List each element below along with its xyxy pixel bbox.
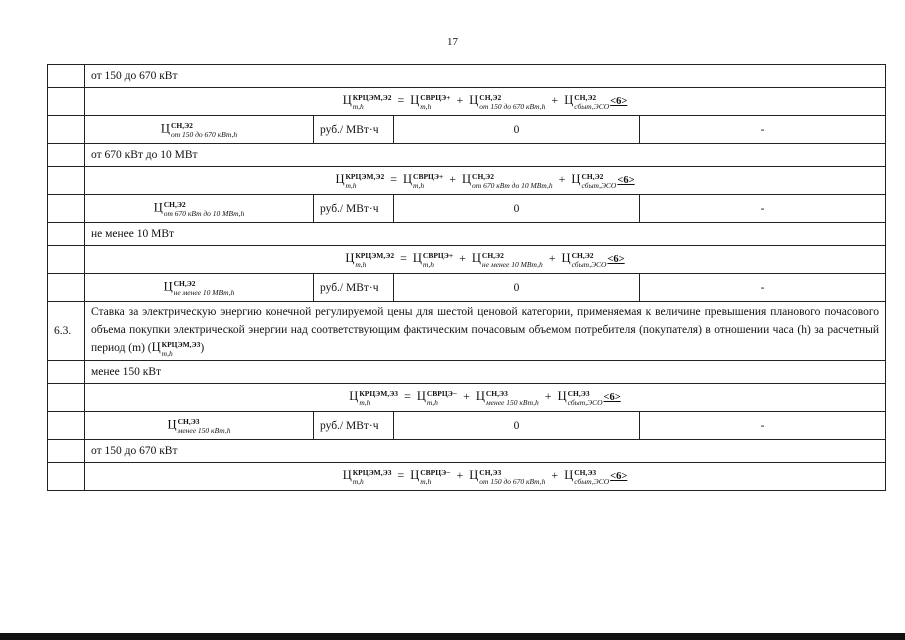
table-row — [48, 463, 886, 491]
row-label: от 150 до 670 кВт — [85, 440, 886, 463]
unit-cell: руб./ МВт·ч — [314, 195, 394, 223]
value-cell: 0 — [394, 195, 640, 223]
row-label: не менее 10 МВт — [85, 223, 886, 246]
tariff-table — [47, 64, 886, 491]
row-label: от 150 до 670 кВт — [85, 65, 886, 88]
symbol-cell: Ц СН,Э2 не менее 10 МВт,h — [85, 274, 314, 302]
scan-edge — [0, 633, 905, 640]
table-row — [48, 144, 886, 167]
value-cell: 0 — [394, 116, 640, 144]
table-row — [48, 302, 886, 361]
table-row — [48, 65, 886, 88]
number-cell — [48, 412, 85, 440]
number-cell — [48, 116, 85, 144]
number-cell — [48, 361, 85, 384]
table-row — [48, 88, 886, 116]
number-cell — [48, 88, 85, 116]
table-row — [48, 116, 886, 144]
table-row — [48, 412, 886, 440]
footnote-link[interactable]: <6> — [603, 392, 621, 403]
formula-cell — [85, 167, 886, 195]
value-cell: 0 — [394, 412, 640, 440]
dash-cell: - — [640, 195, 886, 223]
formula-cell — [85, 384, 886, 412]
formula-cell — [85, 88, 886, 116]
dash-cell: - — [640, 274, 886, 302]
number-cell — [48, 195, 85, 223]
formula-cell — [85, 246, 886, 274]
table-row — [48, 223, 886, 246]
formula: Ц КРЦЭМ,Э3 m,h = Ц СВРЦЭ− m,h + Ц СН,Э3 от 150 до 670 кВт,h + Ц СН,Э3 сбыт,ЭСО <6> — [342, 467, 628, 486]
footnote-link[interactable]: <6> — [617, 175, 635, 186]
unit-cell: руб./ МВт·ч — [314, 116, 394, 144]
number-cell — [48, 223, 85, 246]
dash-cell: - — [640, 116, 886, 144]
symbol-cell: Ц СН,Э2 от 670 кВт до 10 МВт,h — [85, 195, 314, 223]
formula-cell — [85, 463, 886, 491]
formula: Ц КРЦЭМ,Э2 m,h = Ц СВРЦЭ+ m,h + Ц СН,Э2 от 670 кВт до 10 МВт,h + Ц СН,Э2 сбыт,ЭСО <6> — [335, 171, 635, 190]
number-cell — [48, 440, 85, 463]
symbol-cell: Ц СН,Э2 от 150 до 670 кВт,h — [85, 116, 314, 144]
number-cell — [48, 246, 85, 274]
number-cell — [48, 463, 85, 491]
section-description: Ставка за электрическую энергию конечной регулируемой цены для шестой ценовой категории, применяемая к величине превышения планового почасового объема покупки электрической энергии над соответствующим фактическим почасовым объемом потребителя (покупателя) в отношении часа (h) за расчетный период (m) (Ц КРЦЭМ,Э3 m,h ) — [85, 302, 886, 361]
unit-cell: руб./ МВт·ч — [314, 274, 394, 302]
dash-cell: - — [640, 412, 886, 440]
row-label: от 670 кВт до 10 МВт — [85, 144, 886, 167]
row-label: менее 150 кВт — [85, 361, 886, 384]
table-row — [48, 167, 886, 195]
table-row — [48, 440, 886, 463]
number-cell — [48, 144, 85, 167]
unit-cell: руб./ МВт·ч — [314, 412, 394, 440]
footnote-link[interactable]: <6> — [607, 254, 625, 265]
table-row — [48, 274, 886, 302]
number-cell — [48, 65, 85, 88]
number-cell — [48, 384, 85, 412]
table-row — [48, 195, 886, 223]
table-row — [48, 384, 886, 412]
section-number: 6.3. — [48, 302, 85, 361]
formula: Ц КРЦЭМ,Э2 m,h = Ц СВРЦЭ+ m,h + Ц СН,Э2 не менее 10 МВт,h + Ц СН,Э2 сбыт,ЭСО <6> — [345, 250, 625, 269]
value-cell: 0 — [394, 274, 640, 302]
number-cell — [48, 274, 85, 302]
formula: Ц КРЦЭМ,Э3 m,h = Ц СВРЦЭ− m,h + Ц СН,Э3 менее 150 кВт,h + Ц СН,Э3 сбыт,ЭСО <6> — [349, 388, 621, 407]
page-number: 17 — [447, 36, 458, 48]
number-cell — [48, 167, 85, 195]
footnote-link[interactable]: <6> — [610, 96, 628, 107]
formula: Ц КРЦЭМ,Э2 m,h = Ц СВРЦЭ+ m,h + Ц СН,Э2 от 150 до 670 кВт,h + Ц СН,Э2 сбыт,ЭСО <6> — [342, 92, 628, 111]
footnote-link[interactable]: <6> — [610, 471, 628, 482]
symbol-cell: Ц СН,Э3 менее 150 кВт,h — [85, 412, 314, 440]
table-row — [48, 361, 886, 384]
table-row — [48, 246, 886, 274]
